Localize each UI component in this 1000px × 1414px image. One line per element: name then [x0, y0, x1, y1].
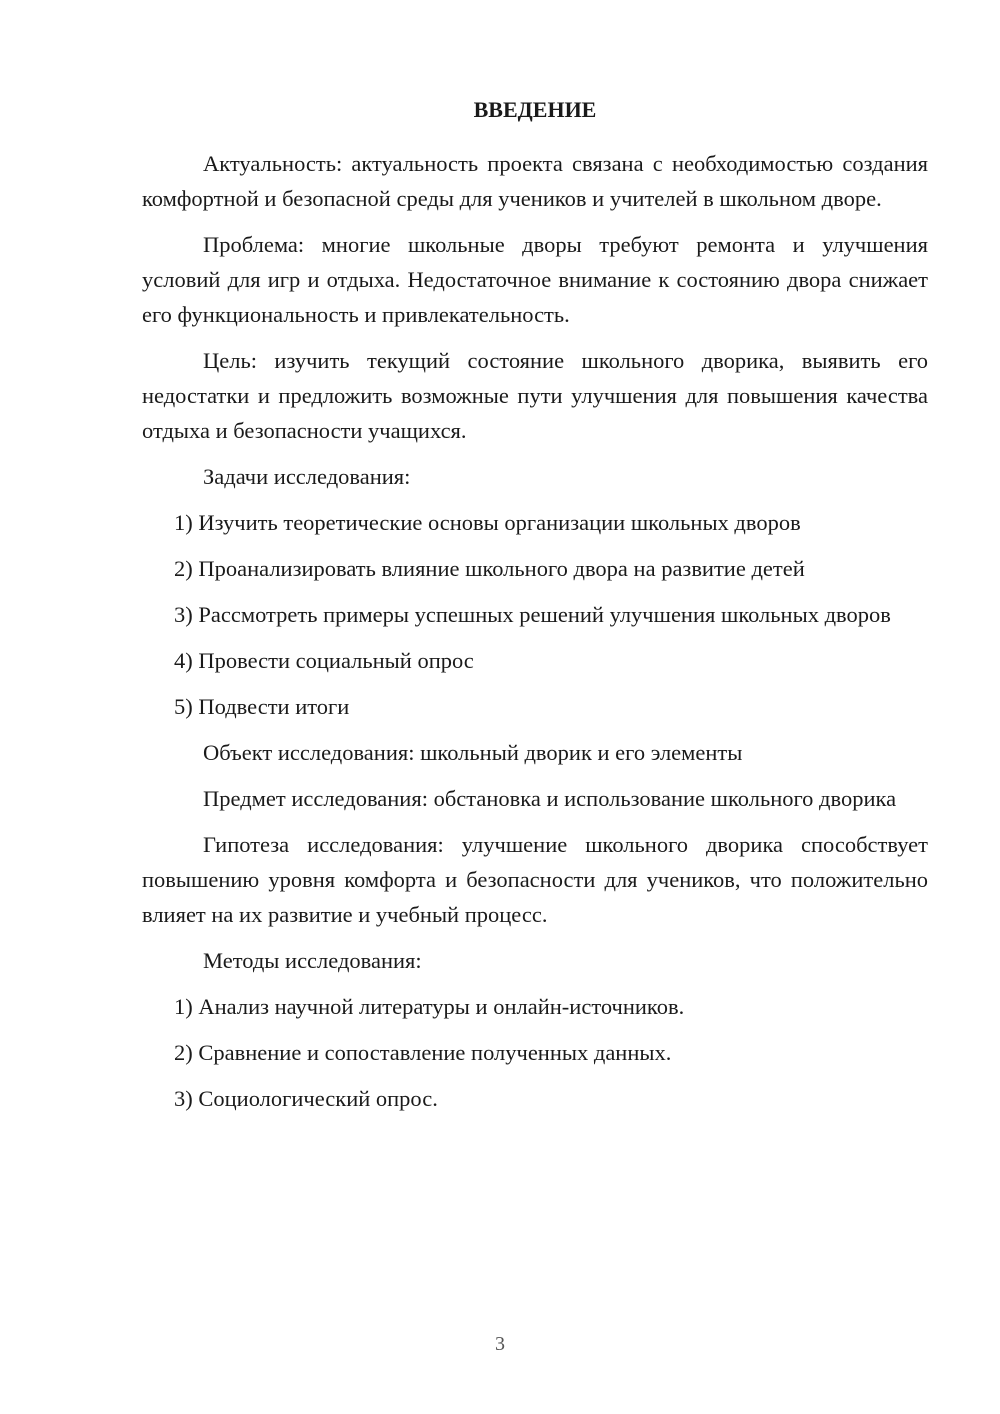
relevance-paragraph: Актуальность: актуальность проекта связана с необходимостью создания комфортной и безопасной среды для учеников и учителей в школьном дворе. — [142, 151, 928, 211]
task-item: 3) Рассмотреть примеры успешных решений улучшения школьных дворов — [174, 602, 891, 627]
goal-paragraph: Цель: изучить текущий состояние школьного дворика, выявить его недостатки и предложить возможные пути улучшения для повышения качества отдыха и безопасности учащихся. — [142, 348, 928, 443]
tasks-list — [142, 505, 928, 724]
task-item: 5) Подвести итоги — [174, 694, 350, 719]
method-item: 3) Социологический опрос. — [174, 1086, 438, 1111]
tasks-heading: Задачи исследования: — [203, 464, 411, 489]
page-content — [142, 92, 928, 1127]
hypothesis-paragraph: Гипотеза исследования: улучшение школьного дворика способствует повышению уровня комфорта и безопасности для учеников, что положительно влияет на их развитие и учебный процесс. — [142, 832, 928, 927]
method-item: 1) Анализ научной литературы и онлайн-источников. — [174, 994, 685, 1019]
subject-paragraph: Предмет исследования: обстановка и использование школьного дворика — [203, 786, 897, 811]
page-number: 3 — [495, 1333, 505, 1355]
task-item: 2) Проанализировать влияние школьного двора на развитие детей — [174, 556, 805, 581]
task-item: 1) Изучить теоретические основы организации школьных дворов — [174, 510, 801, 535]
method-item: 2) Сравнение и сопоставление полученных данных. — [174, 1040, 672, 1065]
methods-list — [142, 989, 928, 1116]
task-item: 4) Провести социальный опрос — [174, 648, 474, 673]
section-title: ВВЕДЕНИЕ — [473, 97, 597, 122]
object-paragraph: Объект исследования: школьный дворик и его элементы — [203, 740, 743, 765]
methods-heading: Методы исследования: — [203, 948, 422, 973]
problem-paragraph: Проблема: многие школьные дворы требуют ремонта и улучшения условий для игр и отдыха. Недостаточное внимание к состоянию двора снижает его функциональность и привлекательность. — [142, 232, 928, 327]
